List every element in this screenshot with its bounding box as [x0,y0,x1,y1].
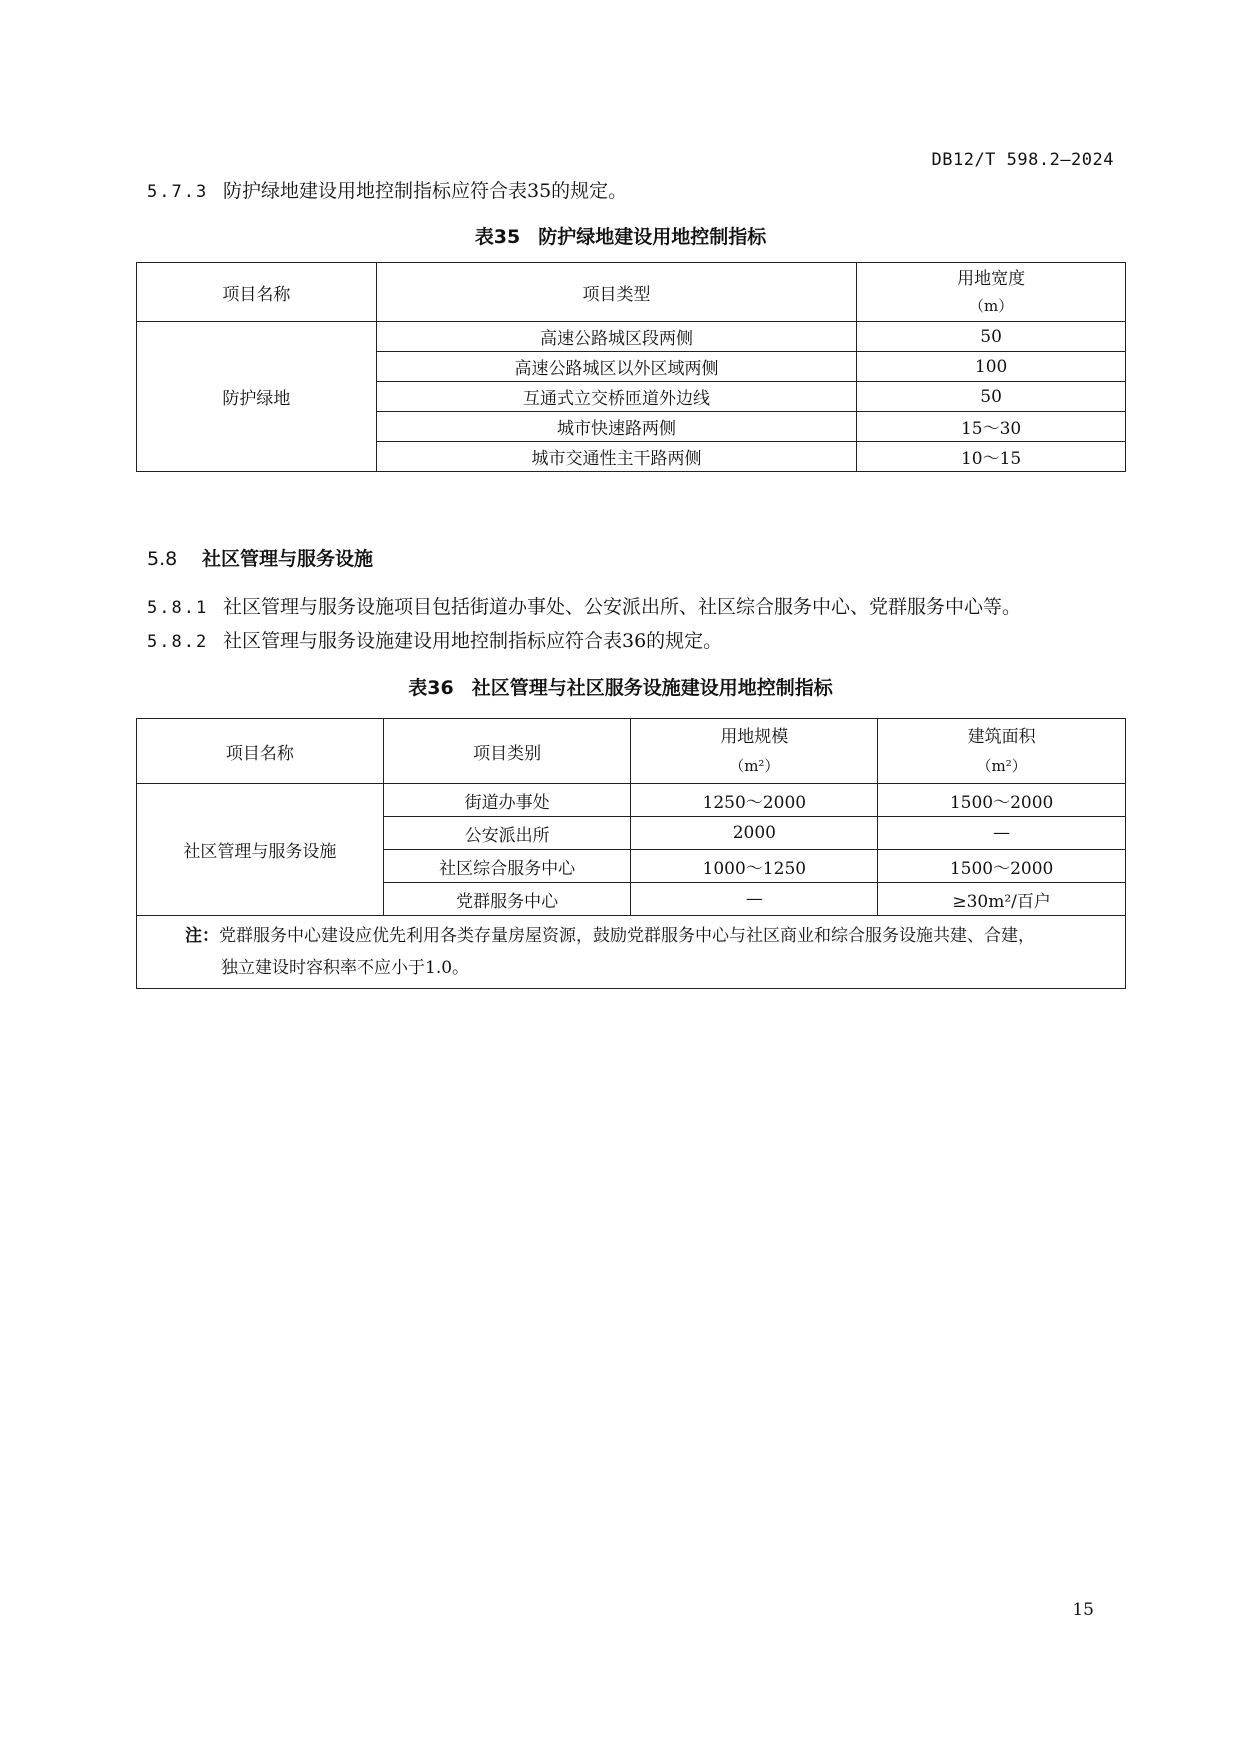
header-width-label: 用地宽度 [957,269,1026,289]
table-number: 表35 [474,226,521,248]
type-cell: 城市快速路两侧 [376,412,856,442]
table-row [137,322,1126,352]
category-cell: 党群服务中心 [383,883,631,916]
area-cell: — [878,817,1126,850]
header-cell-area [878,719,1126,784]
header-cell-width [857,263,1126,322]
note-label: 注： [185,926,219,946]
table-row [137,784,1126,817]
table-35 [136,262,1126,472]
note-line-1 [185,920,1109,952]
category-cell: 社区综合服务中心 [383,850,631,883]
width-cell: 15～30 [857,412,1126,442]
note-line-2: 独立建设时容积率不应小于1.0。 [221,958,470,978]
table-title: 社区管理与社区服务设施建设用地控制指标 [471,677,833,699]
category-cell: 街道办事处 [383,784,631,817]
header-land-unit: （m²） [729,757,780,775]
table-title: 防护绿地建设用地控制指标 [538,226,767,248]
land-cell: 1000～1250 [631,850,878,883]
table-header-row [137,263,1126,322]
type-cell: 城市交通性主干路两侧 [376,442,856,472]
header-cell-name: 项目名称 [137,263,377,322]
table-header-row [137,719,1126,784]
width-cell: 100 [857,352,1126,382]
section-5-8-title [147,544,373,571]
clause-number: 5.8.1 [147,598,209,618]
land-cell: 2000 [631,817,878,850]
clause-number: 5.8.2 [147,632,209,652]
land-cell: — [631,883,878,916]
area-cell: 1500～2000 [878,784,1126,817]
type-cell: 高速公路城区以外区域两侧 [376,352,856,382]
note-text-1: 党群服务中心建设应优先利用各类存量房屋资源，鼓励党群服务中心与社区商业和综合服务设施共建、合建， [219,926,1035,946]
clause-5-8-2 [147,626,722,653]
clause-number: 5.7.3 [147,182,209,202]
width-cell: 50 [857,382,1126,412]
table-note-row [137,916,1126,989]
clause-text: 社区管理与服务设施项目包括街道办事处、公安派出所、社区综合服务中心、党群服务中心等。 [223,596,1022,618]
area-cell: 1500～2000 [878,850,1126,883]
group-name-cell: 社区管理与服务设施 [137,784,384,916]
table-36 [136,718,1126,989]
section-text: 社区管理与服务设施 [202,548,374,570]
clause-text: 社区管理与服务设施建设用地控制指标应符合表36的规定。 [223,630,723,652]
table-note [137,916,1126,989]
header-cell-category: 项目类别 [383,719,631,784]
document-code: DB12/T 598.2—2024 [931,150,1114,170]
header-area-unit: （m²） [976,757,1027,775]
area-cell: ≥30m²/百户 [878,883,1126,916]
clause-5-8-1 [147,592,1021,619]
clause-5-7-3 [147,176,627,203]
table-36-caption [0,673,1241,700]
table-number: 表36 [408,677,454,699]
section-number: 5.8 [147,548,178,570]
width-cell: 50 [857,322,1126,352]
header-cell-land [631,719,878,784]
width-cell: 10～15 [857,442,1126,472]
type-cell: 高速公路城区段两侧 [376,322,856,352]
group-name-cell: 防护绿地 [137,322,377,472]
page-number: 15 [1072,1600,1094,1620]
header-area-label: 建筑面积 [967,727,1036,747]
header-width-unit: （m） [969,297,1014,315]
type-cell: 互通式立交桥匝道外边线 [376,382,856,412]
clause-text: 防护绿地建设用地控制指标应符合表35的规定。 [223,180,628,202]
header-land-label: 用地规模 [720,727,789,747]
header-cell-type: 项目类型 [376,263,856,322]
table-35-caption [0,222,1241,249]
header-cell-name: 项目名称 [137,719,384,784]
category-cell: 公安派出所 [383,817,631,850]
land-cell: 1250～2000 [631,784,878,817]
